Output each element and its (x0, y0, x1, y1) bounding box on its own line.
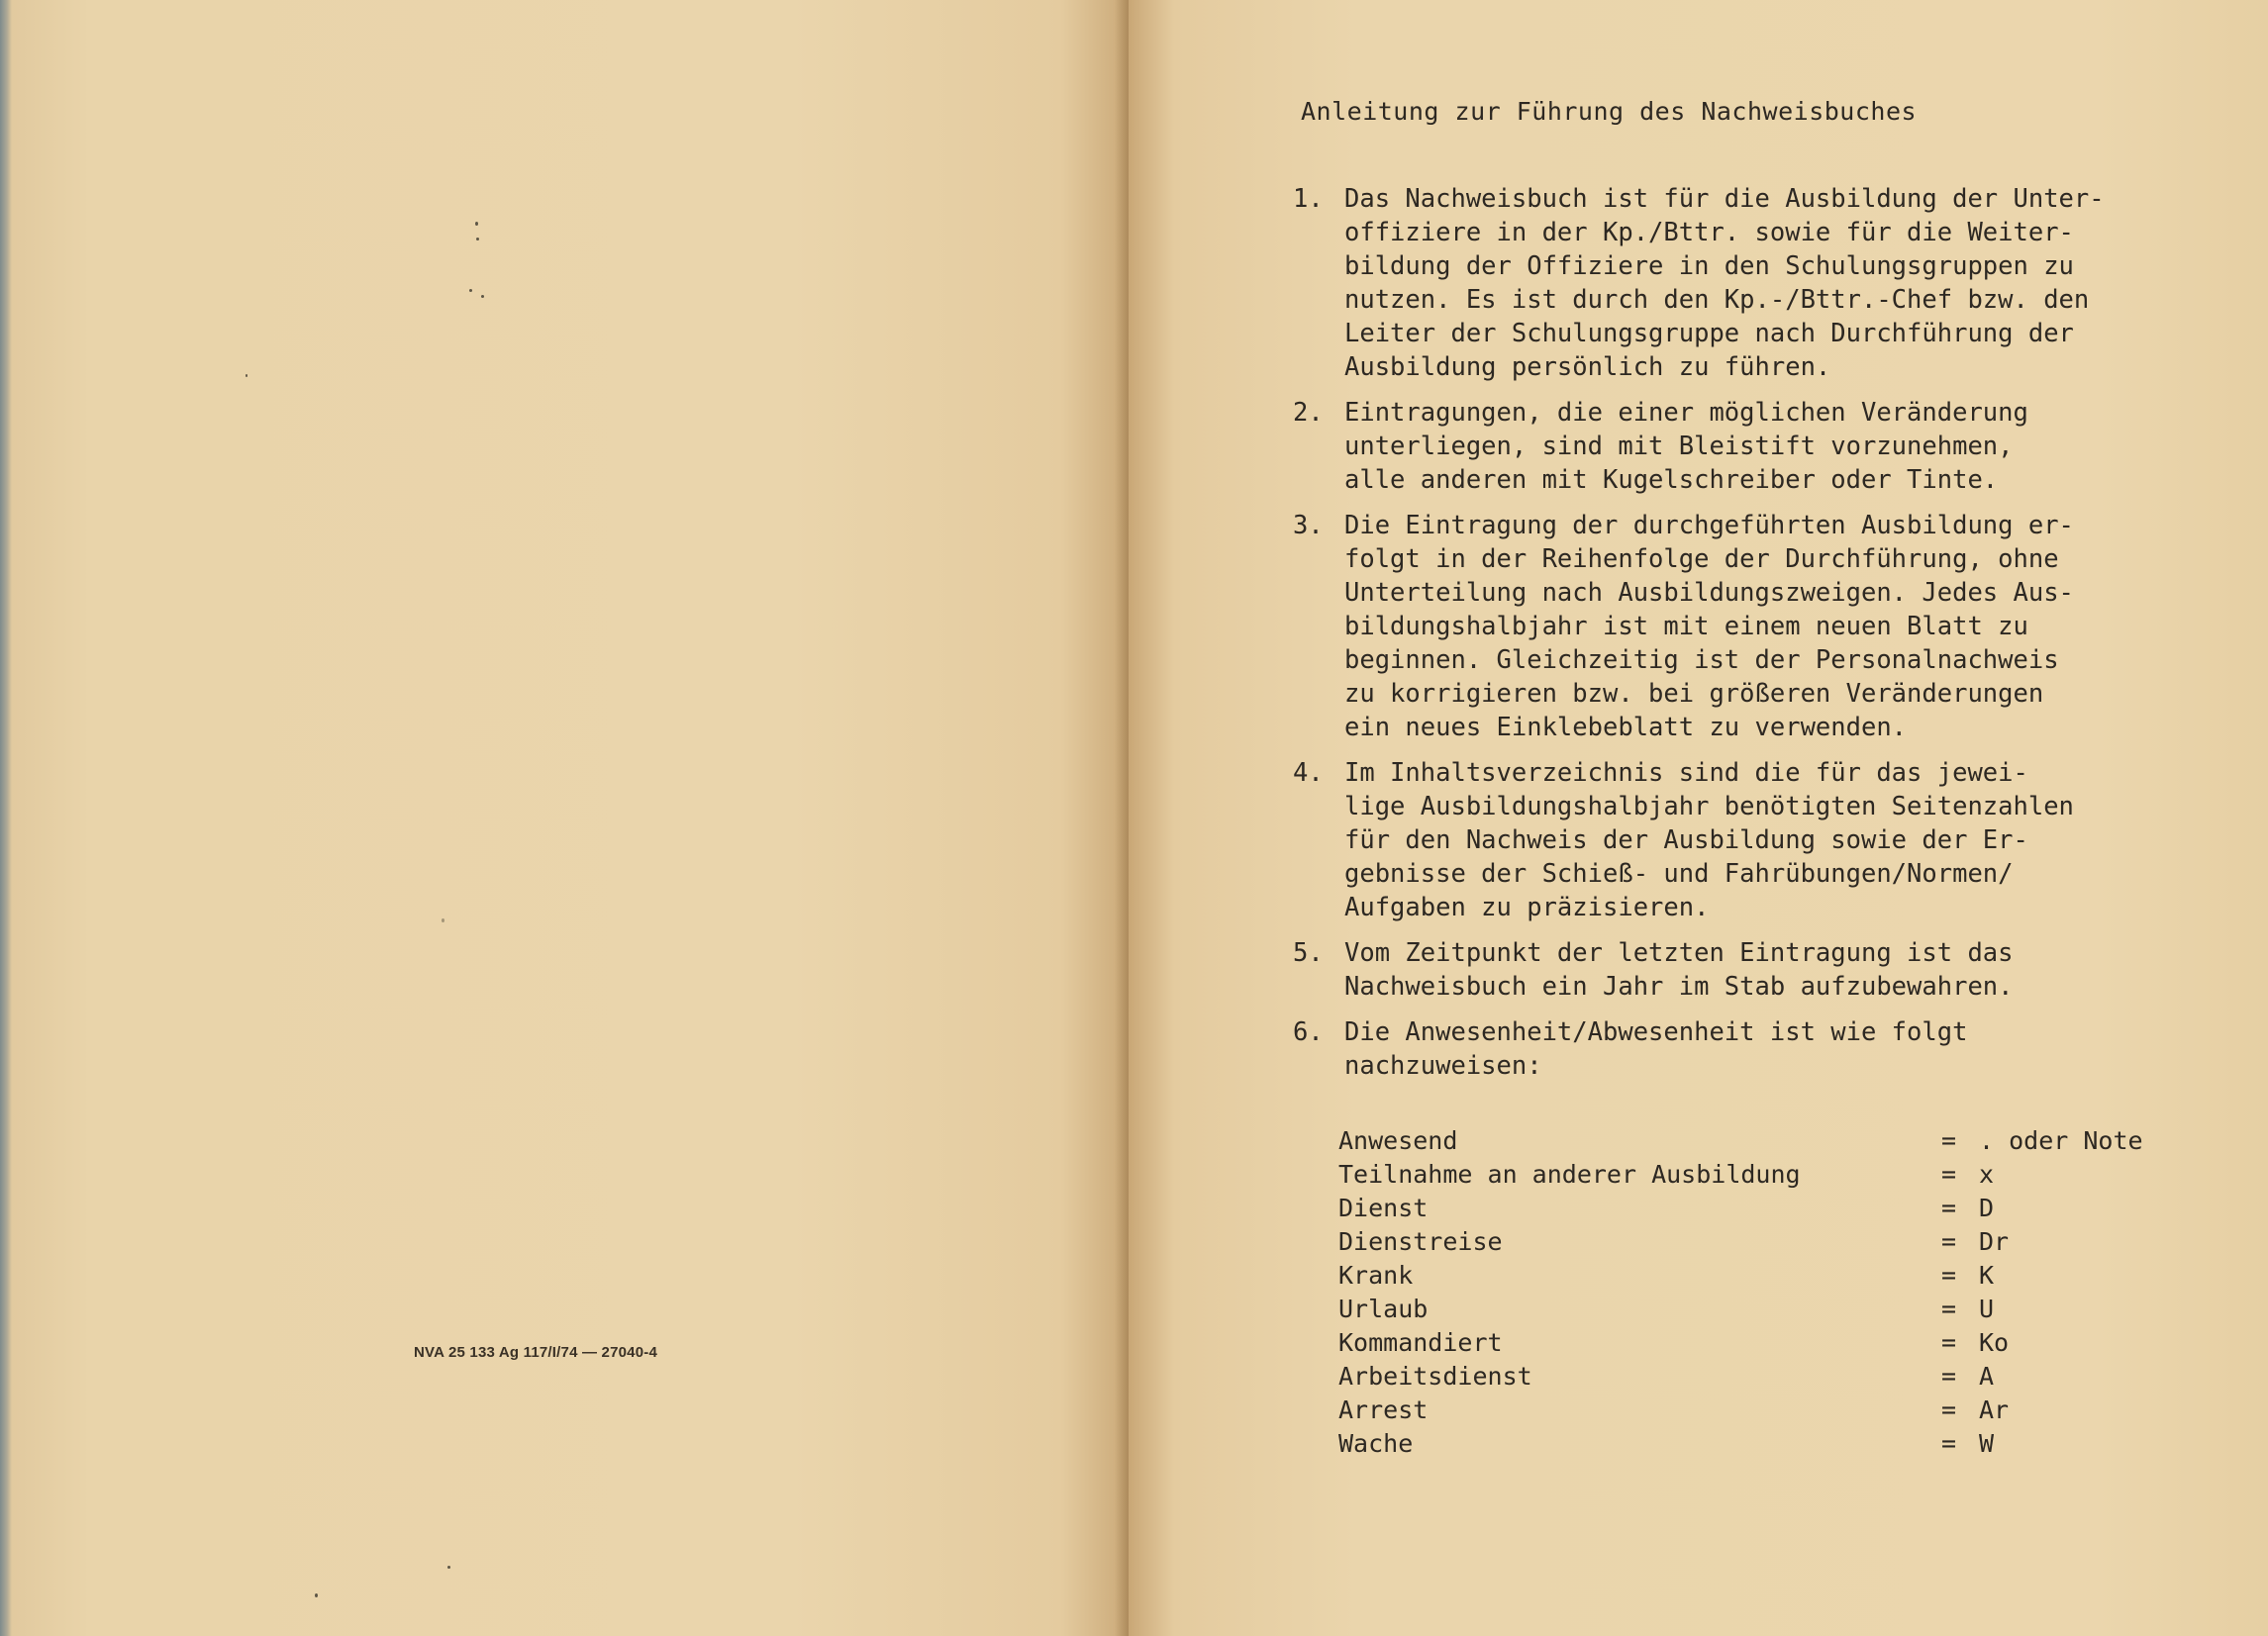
item-text-line: Vom Zeitpunkt der letzten Eintragung ist das (1344, 938, 2014, 968)
code-label: Dienst (1338, 1194, 1429, 1222)
code-equals: = (1941, 1362, 1957, 1391)
item-text-line: zu korrigieren bzw. bei größeren Veränderungen (1344, 679, 2044, 709)
code-label: Krank (1338, 1261, 1414, 1290)
item-text-line: Das Nachweisbuch ist für die Ausbildung der Unter- (1344, 184, 2105, 214)
paper-speck (476, 238, 479, 241)
item-text-line: Aufgaben zu präzisieren. (1344, 893, 1710, 922)
item-text-line: bildungshalbjahr ist mit einem neuen Blatt zu (1344, 612, 2028, 641)
item-text-line: lige Ausbildungshalbjahr benötigten Seitenzahlen (1344, 792, 2074, 821)
item-text (1344, 509, 2214, 744)
item-number: 3. (1293, 511, 1324, 540)
item-text-line: beginnen. Gleichzeitig ist der Personalnachweis (1344, 645, 2059, 675)
code-equals: = (1941, 1261, 1957, 1290)
code-value: Ar (1979, 1395, 2010, 1424)
code-value: Dr (1979, 1227, 2010, 1256)
paper-speck (442, 918, 444, 922)
code-row (1338, 1427, 2210, 1461)
code-row (1338, 1158, 2210, 1192)
paper-speck (246, 374, 247, 377)
item-text-line: Leiter der Schulungsgruppe nach Durchführung der (1344, 319, 2074, 348)
code-value: Ko (1979, 1328, 2010, 1357)
instruction-item (1293, 182, 2214, 384)
code-equals: = (1941, 1429, 1957, 1458)
item-text (1344, 936, 2214, 1004)
item-text (1344, 756, 2214, 924)
code-value: W (1979, 1429, 1995, 1458)
item-text-line: Im Inhaltsverzeichnis sind die für das jewei- (1344, 758, 2028, 788)
instruction-item (1293, 509, 2214, 744)
instruction-item (1293, 936, 2214, 1004)
imprint-code: NVA 25 133 Ag 117/I/74 — 27040-4 (414, 1344, 657, 1361)
item-text-line: Die Anwesenheit/Abwesenheit ist wie folgt (1344, 1017, 1968, 1047)
code-equals: = (1941, 1328, 1957, 1357)
code-label: Teilnahme an anderer Ausbildung (1338, 1160, 1801, 1189)
code-label: Arbeitsdienst (1338, 1362, 1532, 1391)
code-label: Kommandiert (1338, 1328, 1503, 1357)
instruction-item (1293, 1015, 2214, 1083)
item-text (1344, 1015, 2214, 1083)
instructions-list (1293, 182, 2214, 1095)
code-label: Dienstreise (1338, 1227, 1503, 1256)
left-page (0, 0, 1129, 1636)
item-text-line: Ausbildung persönlich zu führen. (1344, 352, 1831, 382)
code-equals: = (1941, 1395, 1957, 1424)
code-label: Anwesend (1338, 1126, 1458, 1155)
item-number: 4. (1293, 758, 1324, 788)
code-equals: = (1941, 1126, 1957, 1155)
code-row (1338, 1259, 2210, 1293)
code-label: Wache (1338, 1429, 1414, 1458)
item-text-line: bildung der Offiziere in den Schulungsgruppen zu (1344, 251, 2074, 281)
item-text-line: Nachweisbuch ein Jahr im Stab aufzubewahren. (1344, 972, 2014, 1002)
paper-speck (315, 1593, 318, 1597)
item-text-line: unterliegen, sind mit Bleistift vorzunehmen, (1344, 432, 2014, 461)
paper-speck (469, 289, 472, 292)
code-row (1338, 1225, 2210, 1259)
item-text-line: offiziere in der Kp./Bttr. sowie für die Weiter- (1344, 218, 2074, 247)
instructions-title: Anleitung zur Führung des Nachweisbuches (1301, 97, 1918, 126)
item-number: 6. (1293, 1017, 1324, 1047)
instruction-item (1293, 396, 2214, 497)
code-value: U (1979, 1295, 1995, 1323)
code-row (1338, 1360, 2210, 1394)
paper-speck (447, 1566, 450, 1569)
item-text-line: Eintragungen, die einer möglichen Veränderung (1344, 398, 2028, 428)
item-text-line: folgt in der Reihenfolge der Durchführung, ohne (1344, 544, 2059, 574)
code-row (1338, 1124, 2210, 1158)
code-row (1338, 1293, 2210, 1326)
item-text-line: Unterteilung nach Ausbildungszweigen. Jedes Aus- (1344, 578, 2074, 608)
code-label: Arrest (1338, 1395, 1429, 1424)
item-text-line: ein neues Einklebeblatt zu verwenden. (1344, 713, 1908, 742)
item-number: 2. (1293, 398, 1324, 428)
item-text-line: nutzen. Es ist durch den Kp.-/Bttr.-Chef bzw. den (1344, 285, 2090, 315)
paper-speck (475, 222, 478, 226)
instruction-item (1293, 756, 2214, 924)
item-number: 5. (1293, 938, 1324, 968)
code-equals: = (1941, 1194, 1957, 1222)
code-value: K (1979, 1261, 1995, 1290)
item-text-line: gebnisse der Schieß- und Fahrübungen/Normen/ (1344, 859, 2014, 889)
code-equals: = (1941, 1160, 1957, 1189)
code-label: Urlaub (1338, 1295, 1429, 1323)
attendance-codes-table (1338, 1124, 2210, 1461)
code-equals: = (1941, 1227, 1957, 1256)
item-text-line: alle anderen mit Kugelschreiber oder Tinte. (1344, 465, 1999, 495)
item-text (1344, 396, 2214, 497)
item-text (1344, 182, 2214, 384)
code-row (1338, 1394, 2210, 1427)
item-number: 1. (1293, 184, 1324, 214)
item-text-line: Die Eintragung der durchgeführten Ausbildung er- (1344, 511, 2074, 540)
code-equals: = (1941, 1295, 1957, 1323)
code-value: . oder Note (1979, 1126, 2143, 1155)
paper-speck (481, 295, 484, 298)
code-value: D (1979, 1194, 1995, 1222)
code-row (1338, 1326, 2210, 1360)
item-text-line: für den Nachweis der Ausbildung sowie der Er- (1344, 825, 2028, 855)
code-row (1338, 1192, 2210, 1225)
item-text-line: nachzuweisen: (1344, 1051, 1542, 1081)
code-value: A (1979, 1362, 1995, 1391)
code-value: x (1979, 1160, 1995, 1189)
page-edge (0, 0, 12, 1636)
